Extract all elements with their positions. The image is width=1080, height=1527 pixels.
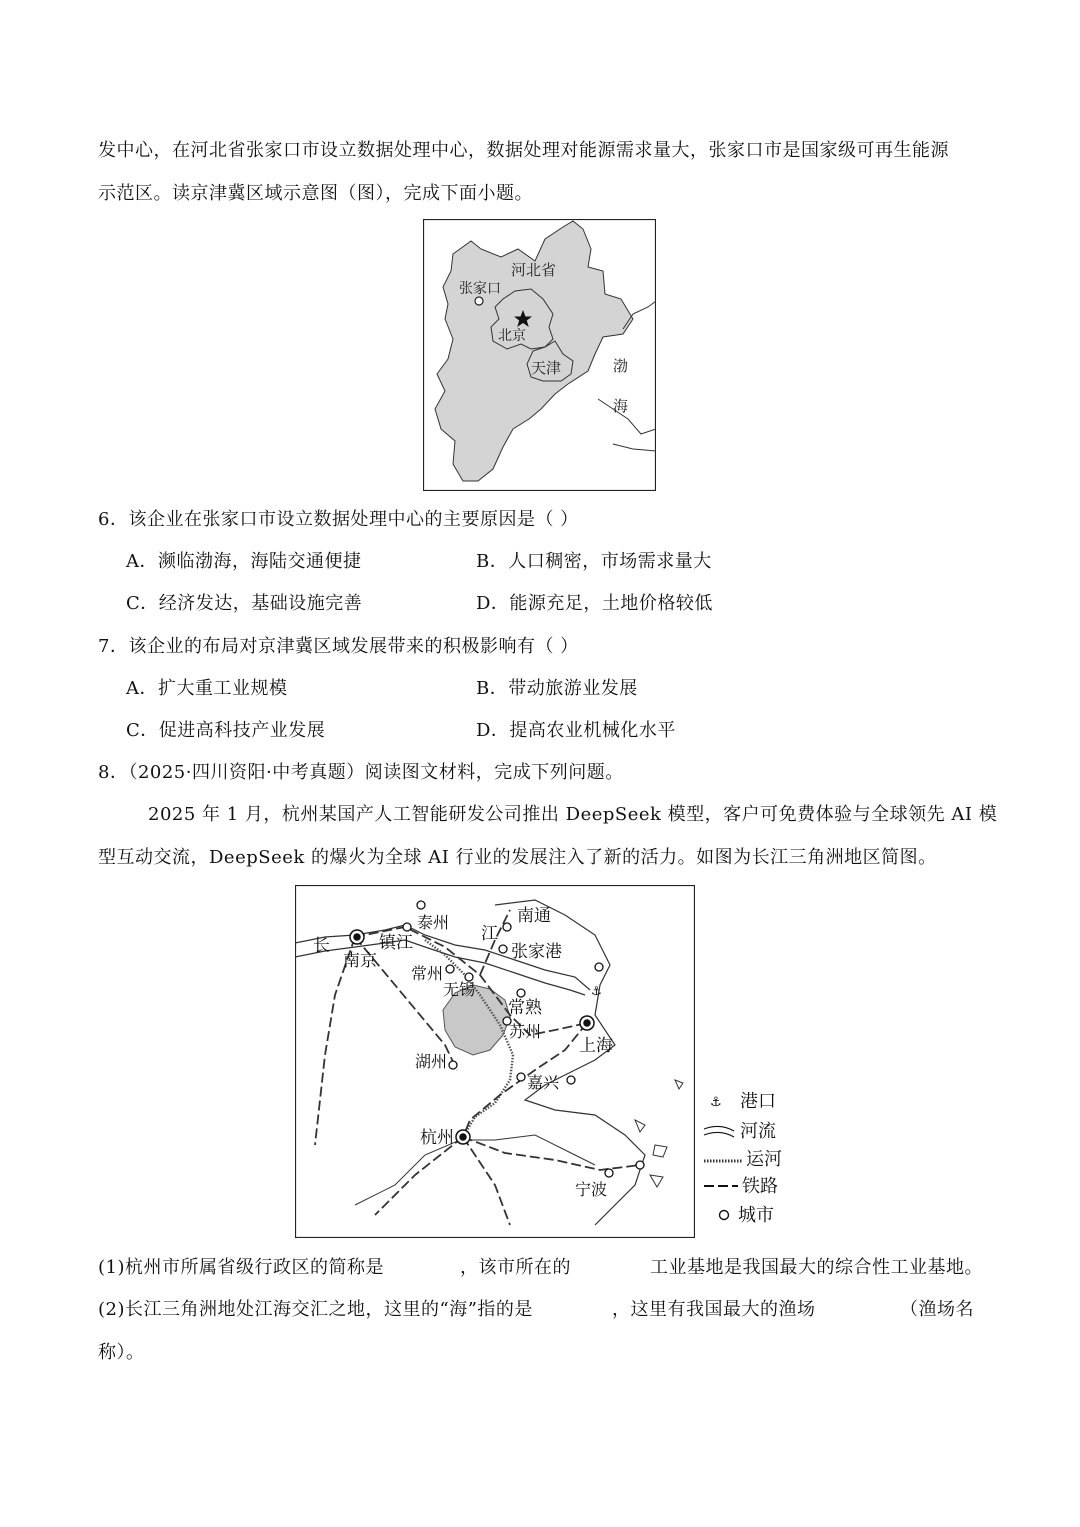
label-changshu: 常熟 <box>508 998 542 1018</box>
q6-stem: 6．该企业在张家口市设立数据处理中心的主要原因是（ ） <box>98 509 579 530</box>
label-jiaxing: 嘉兴 <box>527 1073 560 1092</box>
label-zhangjiagang: 张家港 <box>511 942 562 962</box>
changzhou-marker <box>446 965 454 973</box>
sub2-part-d: 称）。 <box>98 1342 145 1363</box>
label-hebei: 河北省 <box>511 261 557 279</box>
pinghu-marker <box>567 1076 575 1084</box>
q7-option-a[interactable]: A．扩大重工业规模 <box>126 678 288 699</box>
legend-city-label: 城市 <box>738 1205 774 1226</box>
label-nantong: 南通 <box>517 906 551 926</box>
label-zhenjiang: 镇江 <box>379 933 413 953</box>
legend-canal-label: 运河 <box>746 1149 782 1170</box>
zhangjiagang-marker <box>499 945 507 953</box>
q8-para-line-2: 型互动交流，DeepSeek 的爆火为全球 AI 行业的发展注入了新的活力。如图为长江三角洲地区简图。 <box>98 847 937 868</box>
label-suzhou: 苏州 <box>509 1022 542 1041</box>
label-wuxi: 无锡 <box>443 980 476 999</box>
sub2-part-c: （渔场名 <box>900 1299 974 1320</box>
label-tianjin: 天津 <box>531 359 562 377</box>
sub2-part-a: (2)长江三角洲地处江海交汇之地，这里的“海”指的是 <box>98 1299 533 1320</box>
zhoushan-marker <box>636 1161 644 1169</box>
q8-para-line-1: 2025 年 1 月，杭州某国产人工智能研发公司推出 DeepSeek 模型，客户可免费体验与全球领先 AI 模 <box>148 804 998 825</box>
label-bo: 渤 <box>613 357 629 375</box>
legend-river-icon <box>704 1126 734 1131</box>
sub2-part-b: ，这里有我国最大的渔场 <box>612 1299 816 1320</box>
taizhou-marker <box>417 901 425 909</box>
label-chang: 长 <box>313 936 330 956</box>
intro-line-1: 发中心，在河北省张家口市设立数据处理中心，数据处理对能源需求量大，张家口市是国家级可再生能源 <box>98 140 949 161</box>
jingjinji-map <box>423 219 656 491</box>
label-shanghai: 上海 <box>579 1036 613 1056</box>
label-nanjing: 南京 <box>343 951 377 971</box>
map-legend <box>702 1085 802 1235</box>
q6-option-d[interactable]: D．能源充足，土地价格较低 <box>476 593 713 614</box>
huzhou-marker <box>449 1061 457 1069</box>
label-hangzhou: 杭州 <box>420 1128 454 1148</box>
qidong-marker <box>595 963 603 971</box>
label-beijing: 北京 <box>498 328 526 344</box>
q6-option-a[interactable]: A．濒临渤海，海陆交通便捷 <box>126 551 362 572</box>
q6-option-b[interactable]: B．人口稠密，市场需求量大 <box>476 551 712 572</box>
q8-stem: 8．（2025·四川资阳·中考真题）阅读图文材料，完成下列问题。 <box>98 762 624 783</box>
q7-stem: 7．该企业的布局对京津冀区域发展带来的积极影响有（ ） <box>98 636 579 657</box>
label-zhangjiakou: 张家口 <box>459 281 501 297</box>
ningbo-marker <box>605 1169 613 1177</box>
jiaxing-marker <box>517 1073 525 1081</box>
label-changzhou: 常州 <box>411 964 444 983</box>
label-huzhou: 湖州 <box>415 1052 448 1071</box>
sub1-part-b: ，该市所在的 <box>460 1257 571 1278</box>
legend-river-label: 河流 <box>740 1121 776 1142</box>
intro-line-2: 示范区。读京津冀区域示意图（图），完成下面小题。 <box>98 183 533 204</box>
anchor-icon: ⚓ <box>591 984 602 998</box>
label-jiang: 江 <box>481 924 498 944</box>
nantong-marker <box>503 923 511 931</box>
zhenjiang-marker <box>403 923 411 931</box>
label-hai: 海 <box>613 397 629 415</box>
legend-port-icon: ⚓ <box>710 1095 722 1110</box>
q7-option-b[interactable]: B．带动旅游业发展 <box>476 678 638 699</box>
label-ningbo: 宁波 <box>575 1180 608 1199</box>
q6-option-c[interactable]: C．经济发达，基础设施完善 <box>126 593 363 614</box>
q7-option-c[interactable]: C．促进高科技产业发展 <box>126 720 326 741</box>
zhangjiakou-city-marker <box>475 297 483 305</box>
sub1-part-c: 工业基地是我国最大的综合性工业基地。 <box>650 1257 983 1278</box>
legend-city-icon <box>720 1211 729 1220</box>
q7-option-d[interactable]: D．提高农业机械化水平 <box>476 720 676 741</box>
legend-railway-label: 铁路 <box>742 1176 778 1197</box>
changshu-marker <box>517 989 525 997</box>
yangtze-delta-map <box>295 885 695 1238</box>
sub1-part-a: (1)杭州市所属省级行政区的简称是 <box>98 1257 384 1278</box>
label-taizhou: 泰州 <box>417 913 450 932</box>
legend-port-label: 港口 <box>740 1091 776 1112</box>
